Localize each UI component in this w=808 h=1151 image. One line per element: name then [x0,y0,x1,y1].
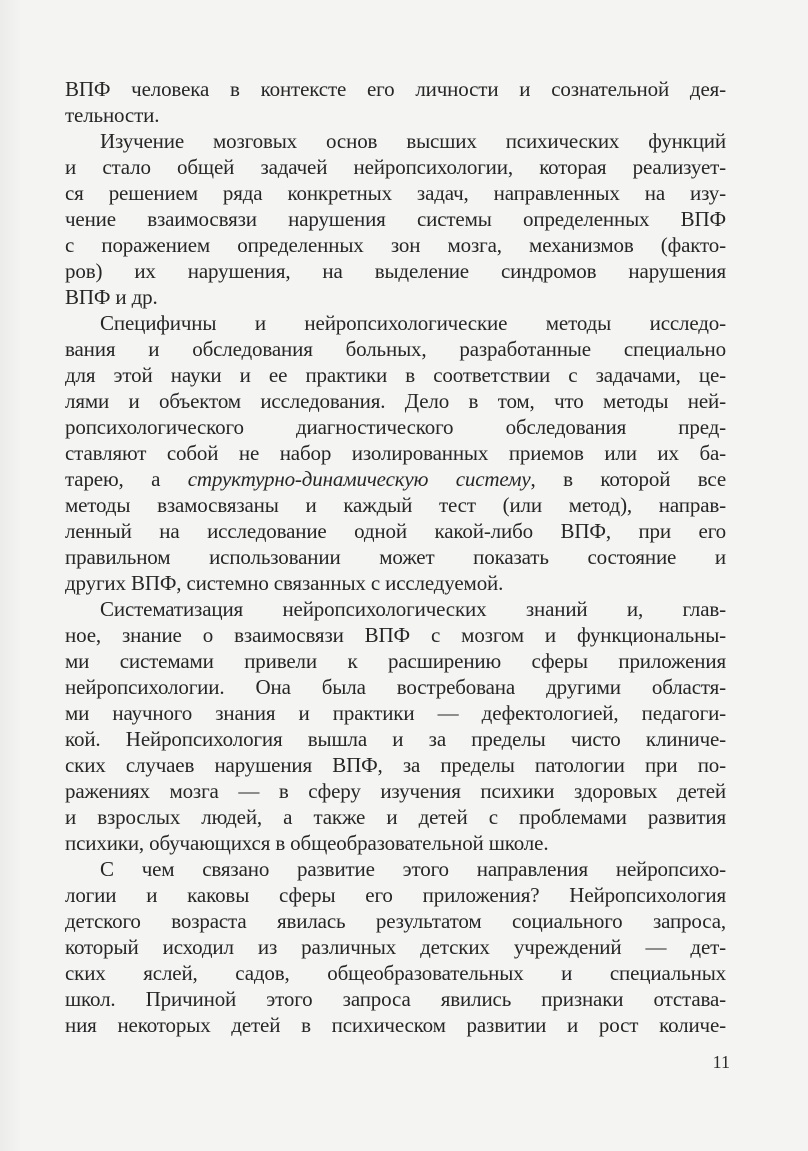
text-line: логии и каковы сферы его приложения? Нейропсихология [65,883,726,907]
text-line: ми системами привели к расширению сферы приложения [65,649,726,673]
text-line: детского возраста явилась результатом социального запроса, [65,909,726,933]
text-line: кой. Нейропсихология вышла и за пределы чисто клиниче- [65,727,726,751]
text-line: ми научного знания и практики — дефектологией, педагоги- [65,701,726,725]
italic-term: структурно-динамическую систему [187,467,531,491]
text-line: других ВПФ, системно связанных с исследуемой. [65,571,504,595]
text-line: ВПФ и др. [65,285,158,309]
text-line: и взрослых людей, а также и детей с проблемами развития [65,805,726,829]
text-line: ских случаев нарушения ВПФ, за пределы патологии при по- [65,753,726,777]
text-line: ражениях мозга — в сферу изучения психики здоровых детей [65,779,726,803]
text-line: методы взамосвязаны и каждый тест (или метод), направ- [65,493,726,517]
page-number: 11 [712,1052,730,1072]
text-line: ставляют собой не набор изолированных приемов или их ба- [65,441,726,465]
text-line: правильном использовании может показать состояние и [65,545,726,569]
text-line: ров) их нарушения, на выделение синдромов нарушения [65,259,726,283]
paragraph-first-line: С чем связано развитие этого направления нейропсихо- [100,857,726,881]
text-line-with-italic [65,466,726,492]
paragraph-first-line: Систематизация нейропсихологических знаний и, глав- [100,597,726,621]
text-line: который исходил из различных детских учреждений — дет- [65,935,726,959]
text-line: ния некоторых детей в психическом развитии и рост количе- [65,1013,726,1037]
text-line: с поражением определенных зон мозга, механизмов (факто- [65,233,726,257]
text-line: и стало общей задачей нейропсихологии, которая реализует- [65,155,726,179]
text-line: вания и обследования больных, разработанные специально [65,337,726,361]
text-line: ских яслей, садов, общеобразовательных и специальных [65,961,726,985]
text-line: школ. Причиной этого запроса явились признаки отстава- [65,987,726,1011]
text-line: ВПФ человека в контексте его личности и сознательной дея- [65,77,726,101]
paragraph-first-line: Изучение мозговых основ высших психических функций [100,129,726,153]
text-line: нейропсихологии. Она была востребована другими областя- [65,675,726,699]
paragraph-first-line: Специфичны и нейропсихологические методы исследо- [100,311,726,335]
text-line: ропсихологического диагностического обследования пред- [65,415,726,439]
text-line: для этой науки и ее практики в соответствии с задачами, це- [65,363,726,387]
text-line: лями и объектом исследования. Дело в том, что методы ней- [65,389,726,413]
text-line: чение взаимосвязи нарушения системы определенных ВПФ [65,207,726,231]
text-line: ся решением ряда конкретных задач, направленных на изу- [65,181,726,205]
text-run: тарею, а [65,467,188,491]
text-line: ленный на исследование одной какой-либо ВПФ, при его [65,519,726,543]
text-line: ное, знание о взаимосвязи ВПФ с мозгом и функциональны- [65,623,726,647]
text-line: психики, обучающихся в общеобразовательной школе. [65,831,549,855]
text-run: , в которой все [530,467,726,491]
body-text [65,76,726,1038]
text-line: тельности. [65,103,160,127]
